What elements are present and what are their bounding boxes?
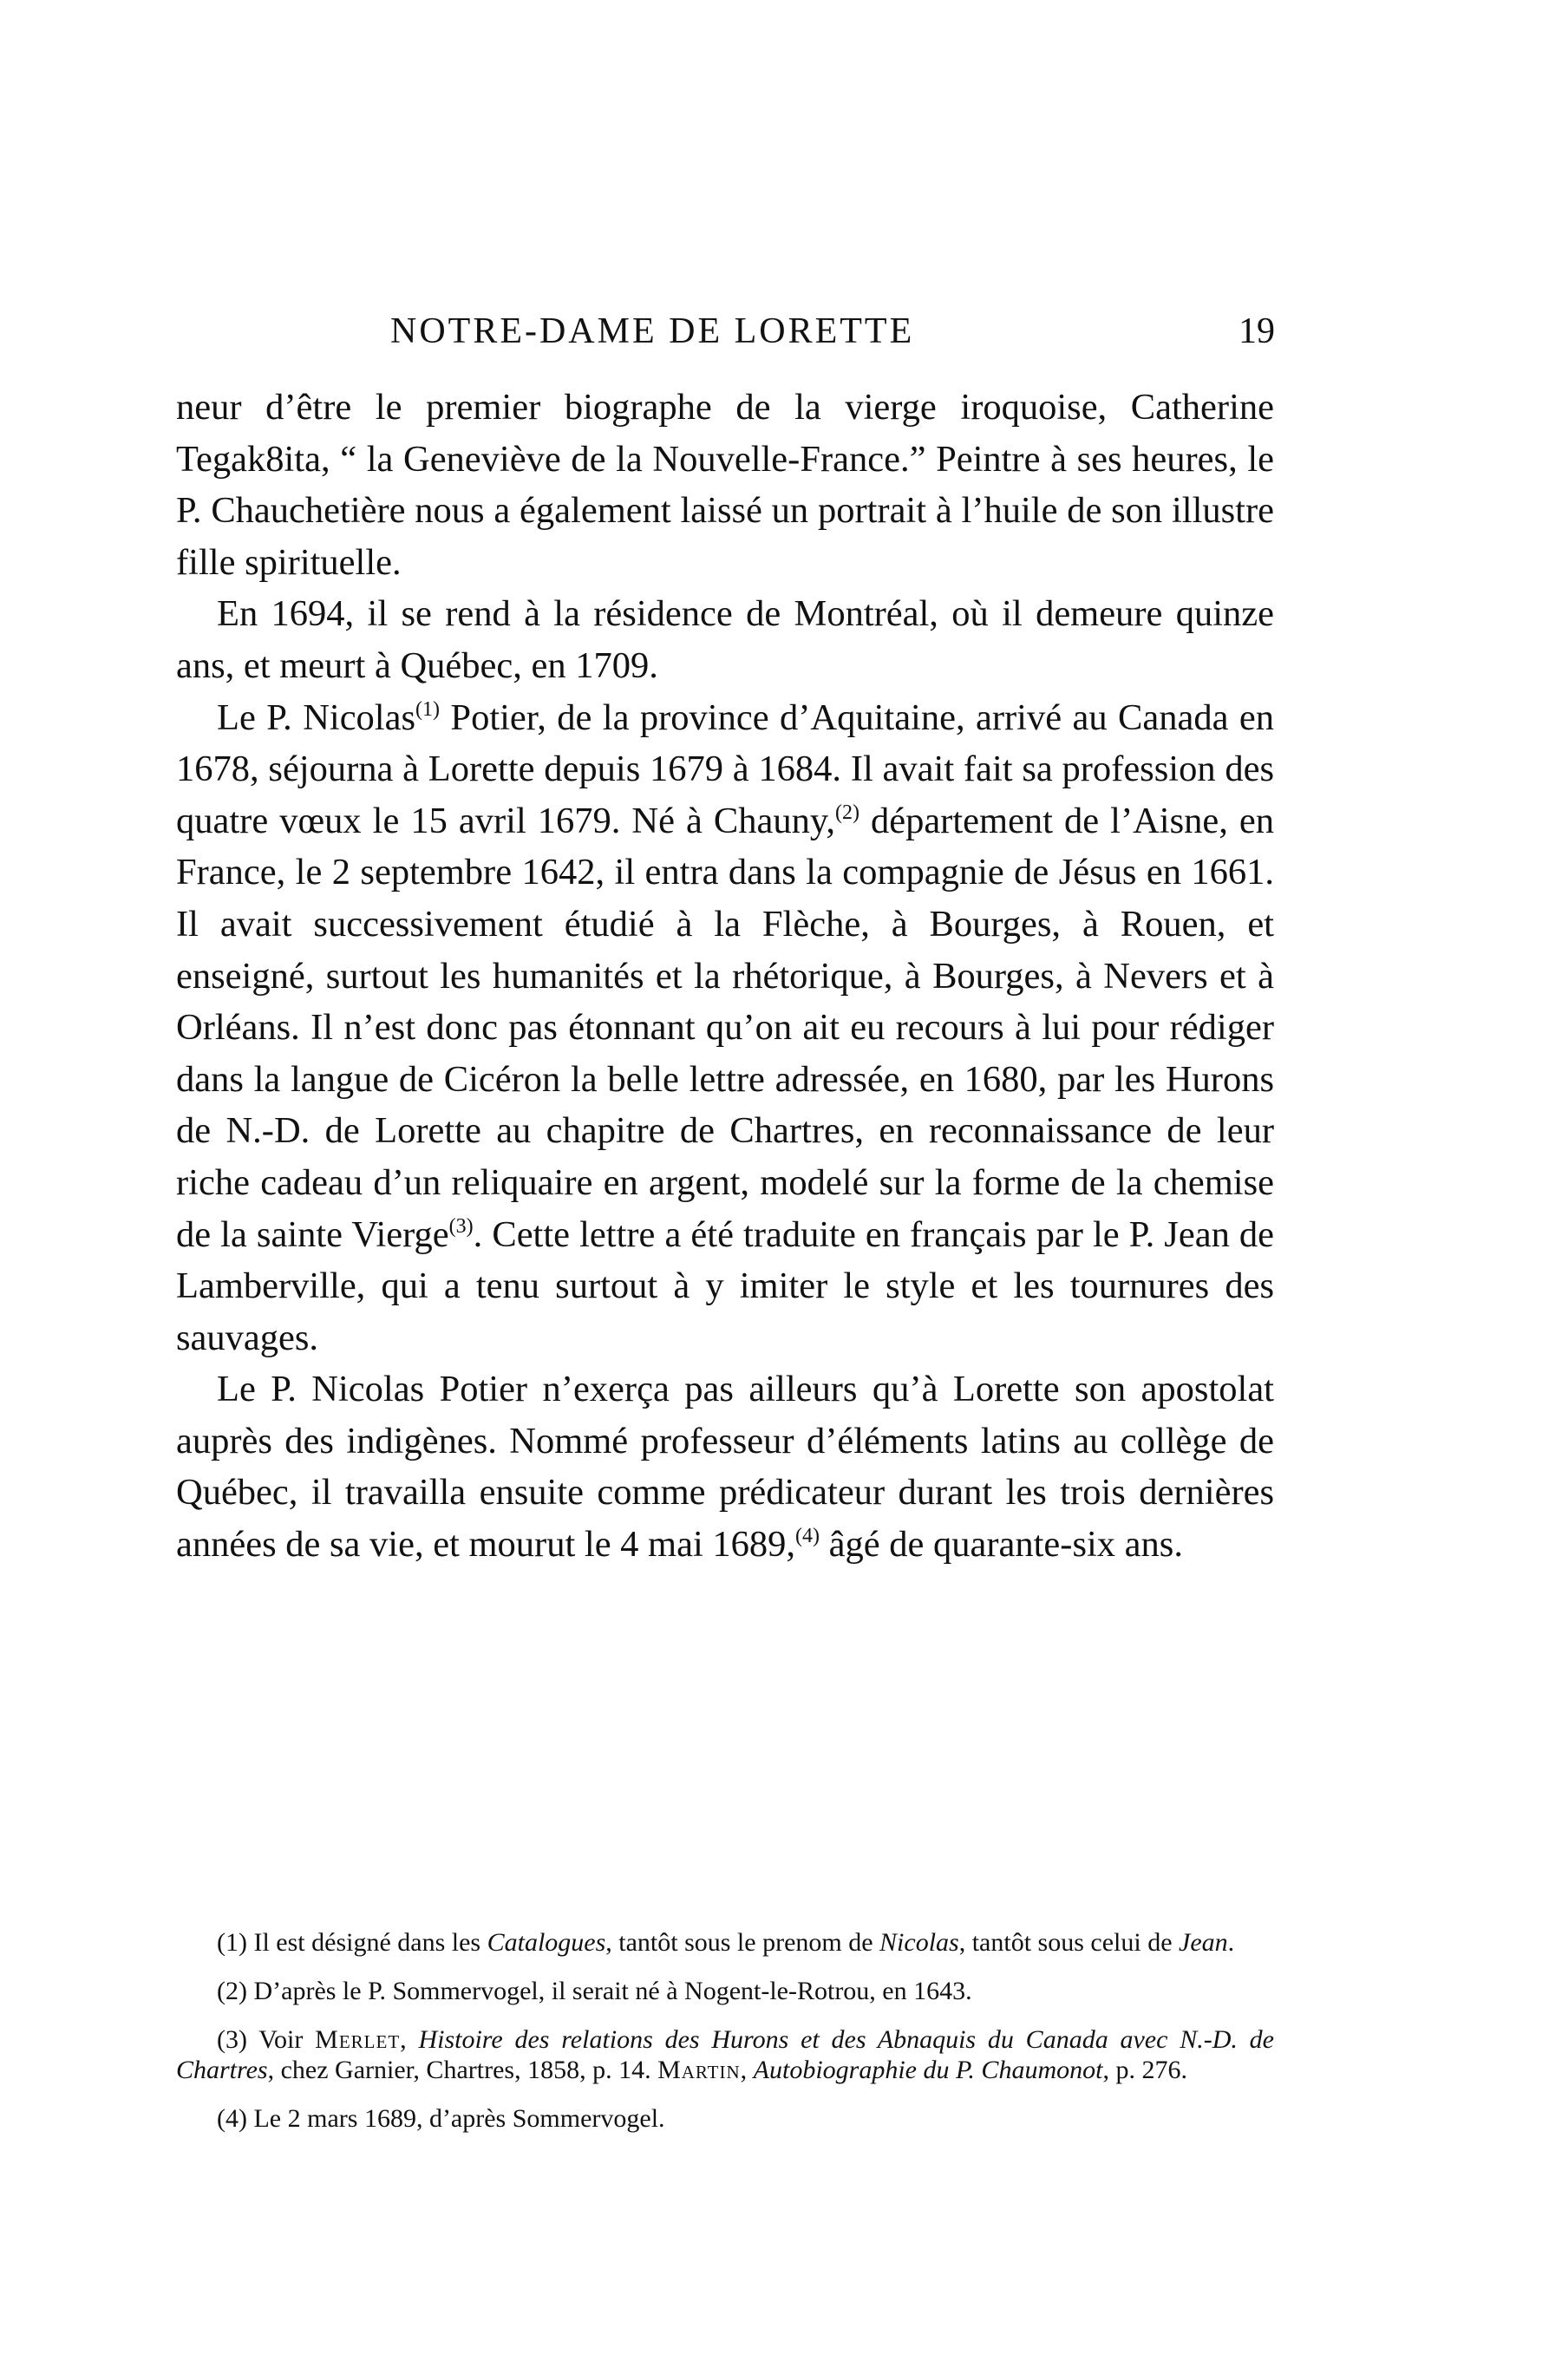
- footnote-4: [176, 2103, 1274, 2134]
- footnote-3: [176, 2024, 1274, 2085]
- footnote-text: ,: [400, 2025, 419, 2054]
- footnote-author: Martin: [657, 2056, 741, 2084]
- paragraph-4-text: Le P. Nicolas Potier n’exerça pas ailleurs qu’à Lorette son apostolat auprès des indigènes. Nommé professeur d’éléments latins au collège de Québec, il travailla ensuite comme prédicateur durant les trois dernières années de sa vie, et mourut le 4 mai 1689,: [176, 1369, 1274, 1566]
- footnote-number: (4): [217, 2104, 247, 2133]
- running-head: [173, 305, 1275, 357]
- footnote-italic: Histoire des relations des Hurons et des Abnaquis du Canada avec N.-D. de Chartres: [176, 2025, 1274, 2084]
- paragraph-3-text: Potier, de la province d’Aquitaine, arrivé au Canada en 1678, séjourna à Lorette depuis 1679 à 1684. Il avait fait sa profession des quatre vœux le 15 avril 1679. Né à Chauny,: [176, 696, 1275, 841]
- footnote-number: (2): [217, 1977, 247, 2005]
- footnote-text: D’après le P. Sommervogel, il serait né à Nogent-le-Rotrou, en 1643.: [246, 1977, 972, 2005]
- footnote-text: Le 2 mars 1689, d’après Sommervogel.: [246, 2104, 665, 2133]
- page-number: 19: [1239, 311, 1275, 351]
- paragraph-1: neur d’être le premier biographe de la vierge iroquoise, Catherine Tegak8ita, “ la Geneviève de la Nouvelle-France.” Peintre à ses heures, le P. Chauchetière nous a également laissé un portrait à l’huile de son illustre fille spirituelle.: [176, 387, 1274, 583]
- footnote-text: Voir: [246, 2025, 316, 2054]
- footnote-text: , chez Garnier, Chartres, 1858, p. 14.: [267, 2056, 658, 2084]
- running-title: NOTRE-DAME DE LORETTE: [390, 311, 915, 351]
- paragraph-4: [176, 1363, 1274, 1570]
- footnote-ref-4: (4): [795, 1525, 820, 1548]
- footnote-ref-3: (3): [448, 1214, 474, 1238]
- footnotes: [176, 1927, 1274, 2152]
- footnote-1: [176, 1927, 1274, 1958]
- footnote-text: ,: [740, 2056, 754, 2084]
- body-text: [176, 382, 1274, 1571]
- paragraph-2: En 1694, il se rend à la résidence de Montréal, où il demeure quinze ans, et meurt à Québec, en 1709.: [176, 593, 1274, 686]
- paragraph-3-text: Le P. Nicolas: [217, 696, 416, 738]
- footnote-2: [176, 1976, 1274, 2006]
- footnote-italic: Nicolas: [879, 1928, 959, 1957]
- footnote-author: Merlet: [315, 2025, 401, 2054]
- footnote-italic: Jean: [1179, 1928, 1228, 1957]
- paragraph-4-text: âgé de quarante-six ans.: [820, 1524, 1183, 1566]
- paragraph-3-text: . Cette lettre a été traduite en français par le P. Jean de Lamberville, qui a tenu surtout à y imiter le style et les tournures des sauvages.: [176, 1213, 1275, 1358]
- footnote-text: Il est désigné dans les: [246, 1928, 487, 1957]
- paragraph-3-text: département de l’Aisne, en France, le 2 septembre 1642, il entra dans la compagnie de Jésus en 1661. Il avait successivement étudié à la Flèche, à Bourges, à Rouen, et enseigné, surtout les humanités et la rhétorique, à Bourges, à Nevers et à Orléans. Il n’est donc pas étonnant qu’on ait eu recours à lui pour rédiger dans la langue de Cicéron la belle lettre adressée, en 1680, par les Hurons de N.-D. de Lorette au chapitre de Chartres, en reconnaissance de leur riche cadeau d’un reliquaire en argent, modelé sur la forme de la chemise de la sainte Vierge: [176, 800, 1275, 1255]
- footnote-ref-2: (2): [834, 801, 859, 824]
- footnote-text: , p. 276.: [1102, 2056, 1187, 2084]
- paragraph-3: [176, 692, 1274, 1364]
- footnote-italic: Catalogues: [487, 1928, 606, 1957]
- footnote-number: (1): [217, 1928, 247, 1957]
- footnote-text: , tantôt sous le prenom de: [605, 1928, 880, 1957]
- footnote-text: , tantôt sous celui de: [958, 1928, 1180, 1957]
- footnote-italic: Autobiographie du P. Chaumonot: [753, 2056, 1103, 2084]
- footnote-ref-1: (1): [415, 697, 441, 721]
- footnote-text: .: [1227, 1928, 1235, 1957]
- footnote-number: (3): [217, 2025, 247, 2054]
